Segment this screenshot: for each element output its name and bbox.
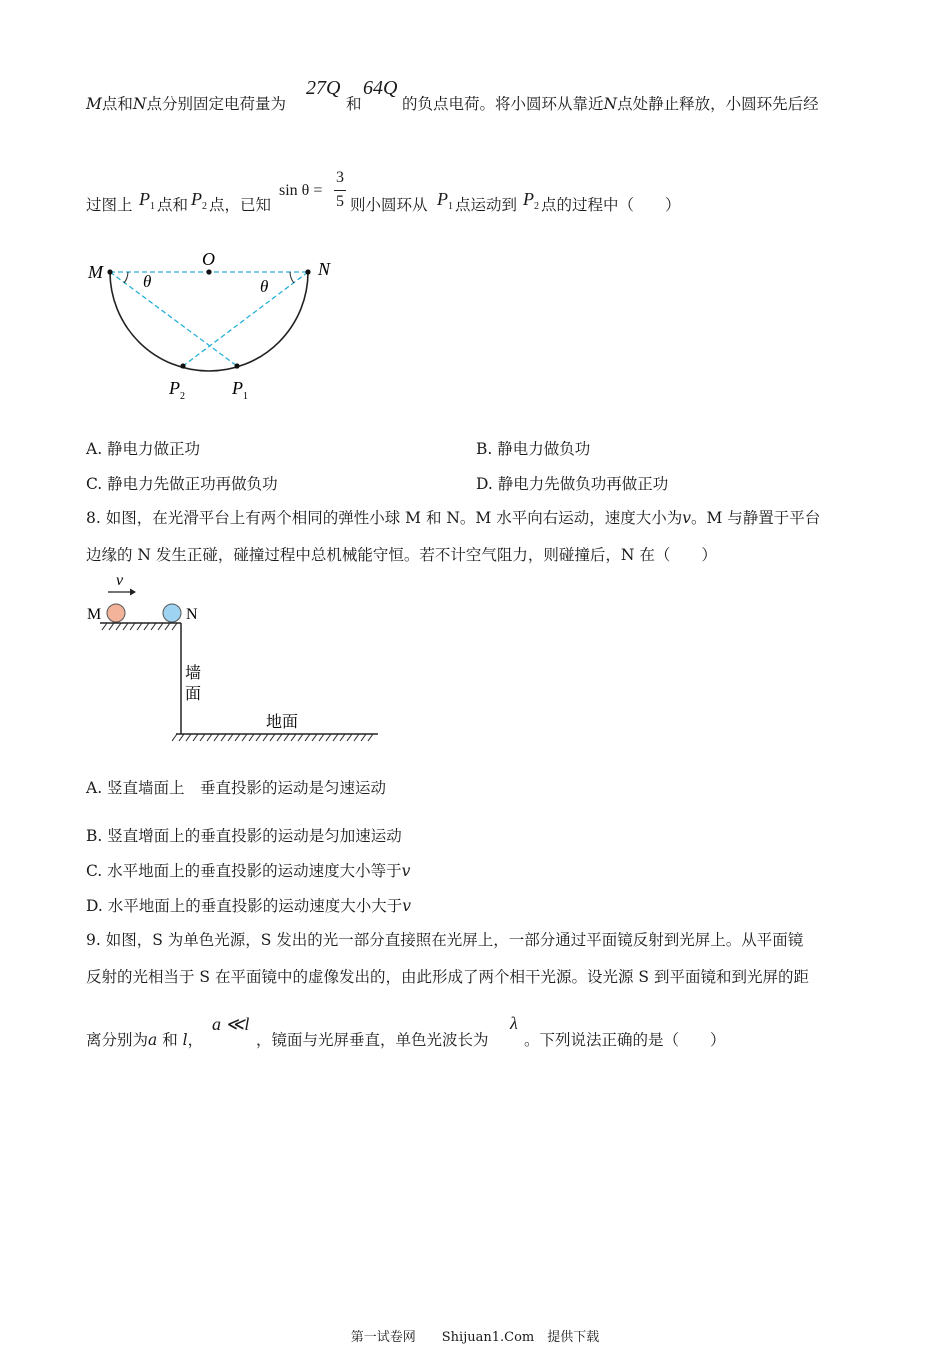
angle-arc-m — [124, 272, 128, 283]
text-dianhe: 点和 — [157, 196, 189, 214]
text-guo: 过图上 — [86, 196, 133, 214]
text: 点处静止释放，小圆环先后经 — [617, 95, 819, 113]
angle-arc-n — [290, 272, 294, 283]
var-a: a — [148, 1031, 158, 1049]
fig-label-wall1: 墙 — [185, 665, 202, 682]
q8-line2: 边缘的 N 发生正碰，碰撞过程中总机械能守恒。若不计空气阻力，则碰撞后，N 在（ ） — [86, 546, 717, 564]
fig-label-o: O — [202, 249, 215, 269]
charge-27q: 27Q — [306, 77, 341, 99]
condition-a-ll-l: a ≪l — [212, 1014, 250, 1034]
velocity-arrowhead — [130, 589, 136, 596]
ball-n — [163, 604, 181, 622]
fig-theta-m: θ — [143, 272, 152, 291]
line-n-p2 — [183, 272, 308, 366]
text-guocheng: 点的过程中（ ） — [541, 196, 681, 214]
text: 离分别为 — [86, 1031, 149, 1049]
fig-label-ground: 地面 — [266, 714, 299, 731]
charge-64q: 64Q — [363, 77, 398, 99]
q8-option-a[interactable]: A. 竖直墙面上 垂直投影的运动是匀速运动 — [86, 779, 387, 797]
text: 。M 与静置于平台 — [691, 509, 821, 527]
var-v: v — [682, 509, 691, 527]
q7-option-d[interactable]: D. 静电力先做负功再做正功 — [476, 475, 669, 493]
platform-figure — [80, 568, 390, 748]
p2-label-2: $P_2$ — [523, 189, 539, 212]
point-m — [107, 269, 112, 274]
point-p2 — [180, 363, 185, 368]
q9-line2: 反射的光相当于 S 在平面镜中的虚像发出的，由此形成了两个相干光源。设光源 S 到平面镜和到光屏的距 — [86, 968, 809, 986]
frac-num: 3 — [336, 169, 344, 186]
fig-theta-n: θ — [260, 277, 269, 296]
fig-label-m: M — [88, 262, 103, 282]
text: 点和 — [101, 95, 133, 113]
q9-line3-mid: ，镜面与光屏垂直，单色光波长为 — [256, 1031, 489, 1049]
sin-expr: sin θ = — [279, 182, 323, 199]
text: 点分别固定电荷量为 — [146, 95, 286, 113]
p2-label: $P_2$ — [191, 189, 207, 212]
fig-label-n: N — [318, 259, 331, 279]
q8-option-c[interactable]: C. 水平地面上的垂直投影的运动速度大小等于v — [86, 862, 411, 880]
semicircle-arc — [110, 272, 308, 371]
label-m: M — [86, 95, 102, 113]
page-footer: 第一试卷网 Shijuan1.Com 提供下载 — [350, 1330, 600, 1345]
p1-label: $P_1$ — [139, 189, 155, 212]
frac-bar — [334, 190, 346, 191]
text-and: 和 — [346, 95, 362, 113]
point-o — [206, 269, 211, 274]
ball-m — [107, 604, 125, 622]
frac-den: 5 — [336, 193, 344, 210]
lambda-symbol: λ — [510, 1013, 518, 1033]
point-p1 — [234, 363, 239, 368]
q7-option-c[interactable]: C. 静电力先做正功再做负功 — [86, 475, 278, 493]
var-l: l — [182, 1031, 188, 1049]
text: ， — [187, 1031, 204, 1049]
q8-line1 — [86, 508, 820, 528]
fig-label-n: N — [186, 606, 198, 623]
q7-option-b[interactable]: B. 静电力做负功 — [476, 440, 591, 458]
label-n: N — [603, 95, 618, 113]
text: 和 — [162, 1031, 178, 1049]
fig-label-wall2: 面 — [185, 686, 202, 703]
q7-option-a[interactable]: A. 静电力做正功 — [86, 440, 201, 458]
q7-line1 — [86, 94, 286, 114]
p1-label-2: $P_1$ — [437, 189, 453, 212]
text: 的负点电荷。将小圆环从靠近 — [402, 95, 604, 113]
fig-label-p2: $P_2$ — [169, 378, 185, 402]
point-n — [305, 269, 310, 274]
q9-line1: 9. 如图，S 为单色光源，S 发出的光一部分直接照在光屏上，一部分通过平面镜反射到光屏上。从平面镜 — [86, 931, 804, 949]
platform-hatch — [102, 623, 177, 630]
fig-label-v: v — [116, 572, 124, 589]
q9-line3 — [86, 1030, 203, 1050]
q8-option-b[interactable]: B. 竖直增面上的垂直投影的运动是匀加速运动 — [86, 827, 402, 845]
label-n: N — [132, 95, 147, 113]
fig-label-p1: $P_1$ — [232, 378, 248, 402]
q7-line1-rest — [402, 94, 819, 114]
q8-option-d[interactable]: D. 水平地面上的垂直投影的运动速度大小大于v — [86, 897, 411, 915]
q9-line3-end: 。下列说法正确的是（ ） — [524, 1031, 726, 1049]
text-yundong: 点运动到 — [455, 196, 518, 214]
ground-hatch — [172, 734, 373, 741]
text-yizhi: 点，已知 — [209, 196, 272, 214]
text: 8. 如图，在光滑平台上有两个相同的弹性小球 M 和 N。M 水平向右运动，速度大小为 — [86, 509, 683, 527]
line-m-p1 — [110, 272, 237, 366]
text-ze: 则小圆环从 — [350, 196, 428, 214]
fig-label-m: M — [87, 606, 102, 623]
semicircle-figure — [80, 245, 350, 410]
